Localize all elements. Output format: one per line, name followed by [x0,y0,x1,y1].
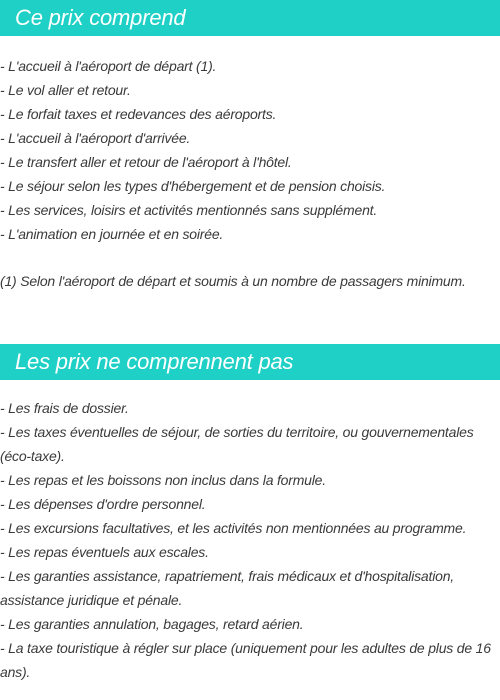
list-item: - Les excursions facultatives, et les activités non mentionnées au programme. [0,520,467,536]
list-item: - L'accueil à l'aéroport de départ (1). [0,58,217,74]
footnote: (1) Selon l'aéroport de départ et soumis à un nombre de passagers minimum. [0,273,466,289]
list-item: - Les repas et les boissons non inclus dans la formule. [0,472,326,488]
list-item: - L'animation en journée et en soirée. [0,226,224,242]
list-item: - La taxe touristique à régler sur place (uniquement pour les adultes de plus de 16 ans). [0,640,491,680]
list-item: - Le séjour selon les types d'hébergement et de pension choisis. [0,178,386,194]
list-item: - Les garanties assistance, rapatriement, frais médicaux et d'hospitalisation, assistance juridique et pénale. [0,568,454,608]
list-item: - Les garanties annulation, bagages, retard aérien. [0,616,304,632]
list-item: - Les dépenses d'ordre personnel. [0,496,206,512]
list-item: - Les repas éventuels aux escales. [0,544,209,560]
list-item: - Les taxes éventuelles de séjour, de sorties du territoire, ou gouvernementales (éco-taxe). [0,424,474,464]
list-item: - Le transfert aller et retour de l'aéroport à l'hôtel. [0,154,292,170]
list-item: - Le vol aller et retour. [0,82,131,98]
section-title-not-included: Les prix ne comprennent pas [0,344,500,380]
list-item: - Les frais de dossier. [0,400,129,416]
list-item: - L'accueil à l'aéroport d'arrivée. [0,130,191,146]
list-item: - Le forfait taxes et redevances des aéroports. [0,106,277,122]
not-included-list [0,396,498,684]
section-title-included: Ce prix comprend [0,0,500,36]
included-list [0,54,498,246]
list-item: - Les services, loisirs et activités mentionnés sans supplément. [0,202,378,218]
